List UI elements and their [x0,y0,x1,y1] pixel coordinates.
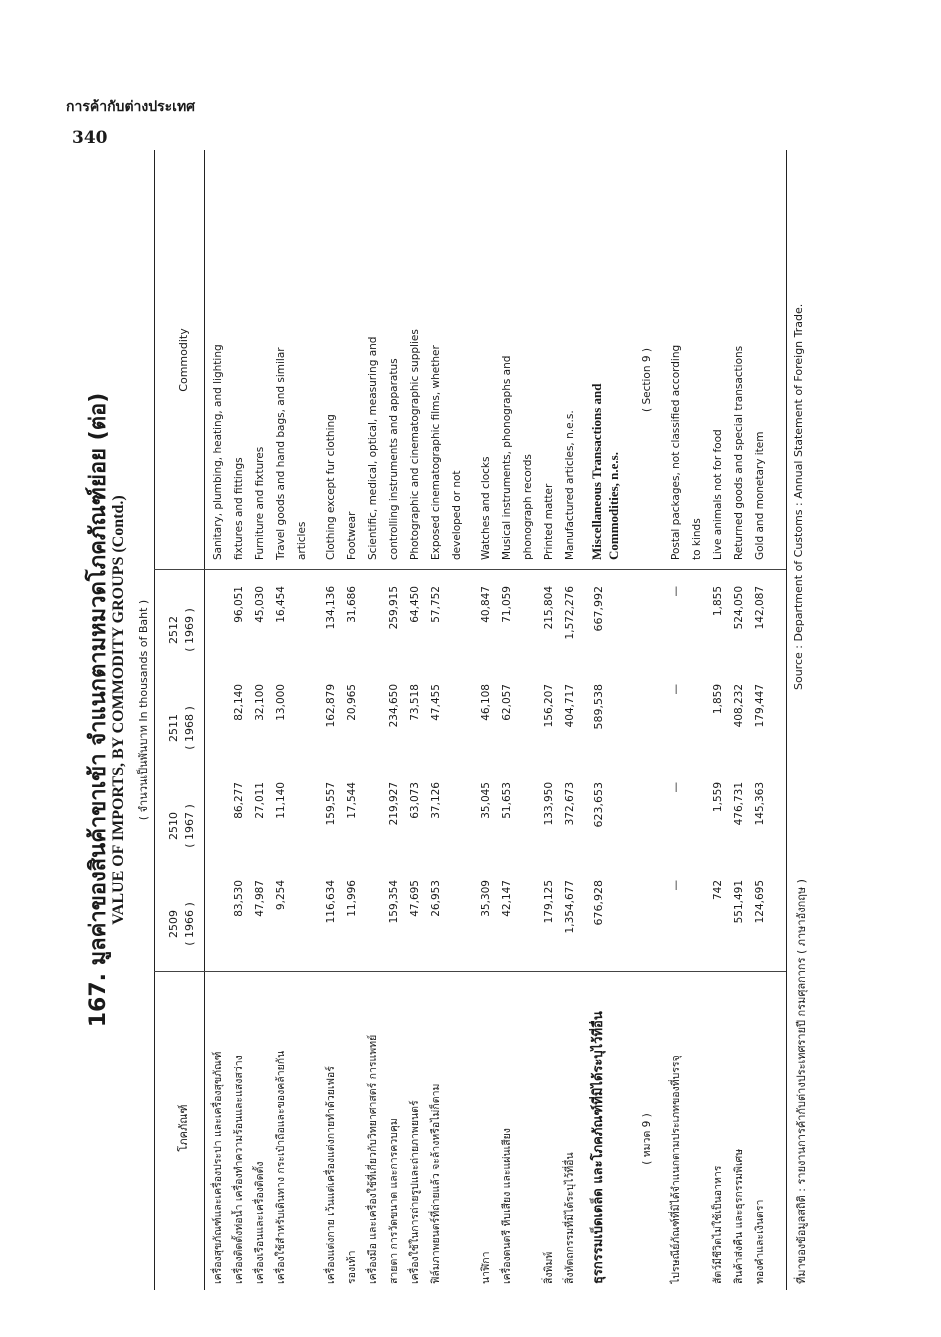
table-title-thai: 167. มูลค่าของสินค้าขาเข้า จำแนกตามหมวดโภคภัณฑ์ย่อย (ต่อ) [86,392,111,1028]
row-value: 27,011 [254,782,266,819]
page-number: 340 [72,128,108,148]
row-label-english: Exposed cinematographic films, whether [430,345,442,560]
row-value: 13,000 [275,684,287,721]
row-value: 408,232 [733,684,745,728]
row-label-thai: ธุรกรรมเบ็ดเตล็ด และโภคภัณฑ์ที่มิได้ระบุไว้ที่อื่น [591,1011,606,1284]
row-label-english: phonograph records [522,454,534,560]
row-label-english: Scientific, medical, optical, measuring and [367,336,379,560]
row-value: 116,634 [325,880,337,924]
row-value: 11,140 [275,782,287,819]
row-value: 234,650 [388,684,400,728]
column-header-2512 [166,586,198,674]
column-header-2509 [166,880,198,968]
column-header-year-ad: ( 1968 ) [183,706,196,750]
row-label-english: fixtures and fittings [233,457,245,560]
row-label-thai: เครื่องติดตั้งท่อน้ำ เครื่องทำความร้อนและแสงสว่าง [233,1055,245,1284]
row-label-english: to kinds [691,518,703,560]
row-value: 82,140 [233,684,245,721]
row-value: — [670,684,682,695]
row-label-thai: เครื่องใช้ในการถ่ายรูปและถ่ายภาพยนตร์ [409,1100,421,1284]
row-label-english: Postal packages, not classified according [670,344,682,560]
row-label-thai: สัตว์มีชีวิตไม่ใช้เป็นอาหาร [712,1165,724,1284]
row-label-thai: เครื่องมือ และเครื่องใช้ที่เกี่ยวกับวิทยาศาสตร์ การแพทย์ [367,1034,379,1284]
page-header: การค้ากับต่างประเทศ [66,99,196,115]
row-value: 37,126 [430,782,442,819]
row-value: 45,030 [254,586,266,623]
row-label-english: developed or not [451,470,463,560]
row-label-english: Watches and clocks [480,456,492,560]
column-header-year: 2510 [167,812,180,840]
row-value: 35,309 [480,880,492,917]
row-value: 46,108 [480,684,492,721]
row-value: 47,987 [254,880,266,917]
row-value: 551,491 [733,880,745,924]
row-value: 47,695 [409,880,421,917]
row-label-english: Manufactured articles, n.e.s. [564,410,576,560]
row-value: 71,059 [501,586,513,623]
row-value: 159,354 [388,880,400,924]
row-value: 47,455 [430,684,442,721]
row-value: — [670,880,682,891]
row-label-thai: เครื่องใช้สำหรับเดินทาง กระเป๋าถือและของคล้ายกัน [275,1050,287,1284]
column-header-2511 [166,684,198,772]
row-value: 1,859 [712,684,724,715]
row-value: 9,254 [275,880,287,911]
row-value: 35,045 [480,782,492,819]
row-value: 42,147 [501,880,513,917]
row-value: 124,695 [754,880,766,924]
table-bottom-rule [786,150,787,1290]
column-header-year: 2512 [167,616,180,644]
row-label-english: Miscellaneous Transactions and [589,383,604,560]
row-value: — [670,782,682,793]
column-divider [154,569,786,570]
row-value: 524,050 [733,586,745,630]
row-value: 26,953 [430,880,442,917]
row-value: — [670,586,682,597]
row-value: 51,653 [501,782,513,819]
row-value: 64,450 [409,586,421,623]
row-label-thai: เครื่องแต่งกาย เว้นแต่เครื่องแต่งกายทำด้วยเฟอร์ [325,1066,337,1284]
row-value: 142,087 [754,586,766,630]
row-value: 83,530 [233,880,245,917]
row-value: 179,125 [543,880,555,924]
row-label-thai: สายตา การวัดขนาด และการควบคุม [388,1118,400,1284]
row-value: 40,847 [480,586,492,623]
row-value: 259,915 [388,586,400,630]
row-value: 1,354,677 [564,880,576,934]
row-label-thai: เครื่องสุขภัณฑ์และเครื่องประปา และเครื่องสุขภัณฑ์ [212,1051,224,1284]
row-value: 162,879 [325,684,337,728]
row-label-english: articles [296,521,308,560]
row-label-thai: ไปรษณีย์ภัณฑ์ที่มิได้จำแนกตามประเภทของที่บรรจุ [670,1055,682,1284]
row-label-thai: เครื่องดนตรี หีบเสียง และแผ่นเสียง [501,1128,513,1284]
row-value: 16,454 [275,586,287,623]
row-label-english: Travel goods and hand bags, and similar [275,347,287,560]
row-label-thai: เครื่องเรือนและเครื่องติดตั้ง [254,1161,266,1284]
row-value: 63,073 [409,782,421,819]
row-value: 96,051 [233,586,245,623]
row-label-thai: ฟิล์มภาพยนตร์ที่ถ่ายแล้ว จะล้างหรือไม่ก็ตาม [430,1083,442,1284]
row-value: 742 [712,880,724,901]
row-label-english: Musical instruments, phonographs and [501,355,513,560]
row-value: 134,136 [325,586,337,630]
source-note-english: Source : Department of Customs : Annual Statement of Foreign Trade. [792,303,805,690]
row-value: 372,673 [564,782,576,826]
row-value: 179,447 [754,684,766,728]
column-header-year: 2509 [167,910,180,938]
row-label-english: Returned goods and special transactions [733,345,745,560]
row-value: 57,752 [430,586,442,623]
row-value: 32,100 [254,684,266,721]
row-value: 11,996 [346,880,358,917]
row-label-english: Footwear [346,511,358,560]
row-label-english: Printed matter [543,483,555,560]
row-value: 159,557 [325,782,337,826]
row-value: 404,717 [564,684,576,728]
row-value: 86,277 [233,782,245,819]
source-note-thai: ที่มาของข้อมูลสถิติ : รายงานการค้ากับต่างประเทศรายปี กรมศุลกากร ( ภาษาอังกฤษ ) [795,879,808,1284]
row-label-thai: สิ่งพิมพ์ [543,1251,555,1284]
column-header-year-ad: ( 1966 ) [183,902,196,946]
row-label-english: Commodities, n.e.s. [606,452,621,560]
row-label-thai: ( หมวด 9 ) [641,1113,653,1165]
row-value: 1,855 [712,586,724,617]
row-value: 1,559 [712,782,724,813]
row-value: 156,207 [543,684,555,728]
column-header-english: Commodity [177,328,190,392]
row-label-thai: สินค้าส่งคืน และธุรกรรมพิเศษ [733,1148,745,1284]
row-label-english: Clothing except fur clothing [325,414,337,560]
column-header-thai: โภคภัณฑ์ [177,1104,190,1152]
column-header-year-ad: ( 1969 ) [183,608,196,652]
row-value: 476,731 [733,782,745,826]
column-header-2510 [166,782,198,870]
row-value: 31,686 [346,586,358,623]
row-value: 623,653 [592,782,605,828]
rotated-table-block [80,150,880,1290]
row-label-english: Live animals not for food [712,429,724,560]
row-value: 219,927 [388,782,400,826]
row-label-english: Gold and monetary item [754,431,766,560]
row-value: 73,518 [409,684,421,721]
row-value: 667,992 [592,586,605,632]
row-label-english: ( Section 9 ) [641,348,653,412]
row-label-english: controlling instruments and apparatus [388,358,400,560]
row-value: 589,538 [592,684,605,730]
row-label-thai: สิ่งหัตถกรรมที่มิได้ระบุไว้ที่อื่น [564,1152,576,1284]
row-label-thai: ทองคำและเงินตรา [754,1199,766,1284]
row-value: 17,544 [346,782,358,819]
table-top-rule [154,150,155,1290]
row-value: 145,363 [754,782,766,826]
row-label-thai: นาฬิกา [480,1251,492,1284]
row-label-thai: รองเท้า [346,1250,358,1284]
row-value: 62,057 [501,684,513,721]
column-header-year: 2511 [167,714,180,742]
row-label-english: Furniture and fixtures [254,446,266,560]
row-value: 20,965 [346,684,358,721]
row-value: 133,950 [543,782,555,826]
table-units: ( จำนวนเป็นพันบาท In thousands of Baht ) [137,599,150,821]
row-label-english: Photographic and cinematographic supplies [409,329,421,560]
column-header-year-ad: ( 1967 ) [183,804,196,848]
table-header-rule [204,150,205,1290]
row-value: 1,572,276 [564,586,576,640]
row-value: 215,804 [543,586,555,630]
row-value: 676,928 [592,880,605,926]
row-label-english: Sanitary, plumbing, heating, and lighting [212,344,224,560]
table-title-english: VALUE OF IMPORTS, BY COMMODITY GROUPS (Contd.) [110,495,127,925]
